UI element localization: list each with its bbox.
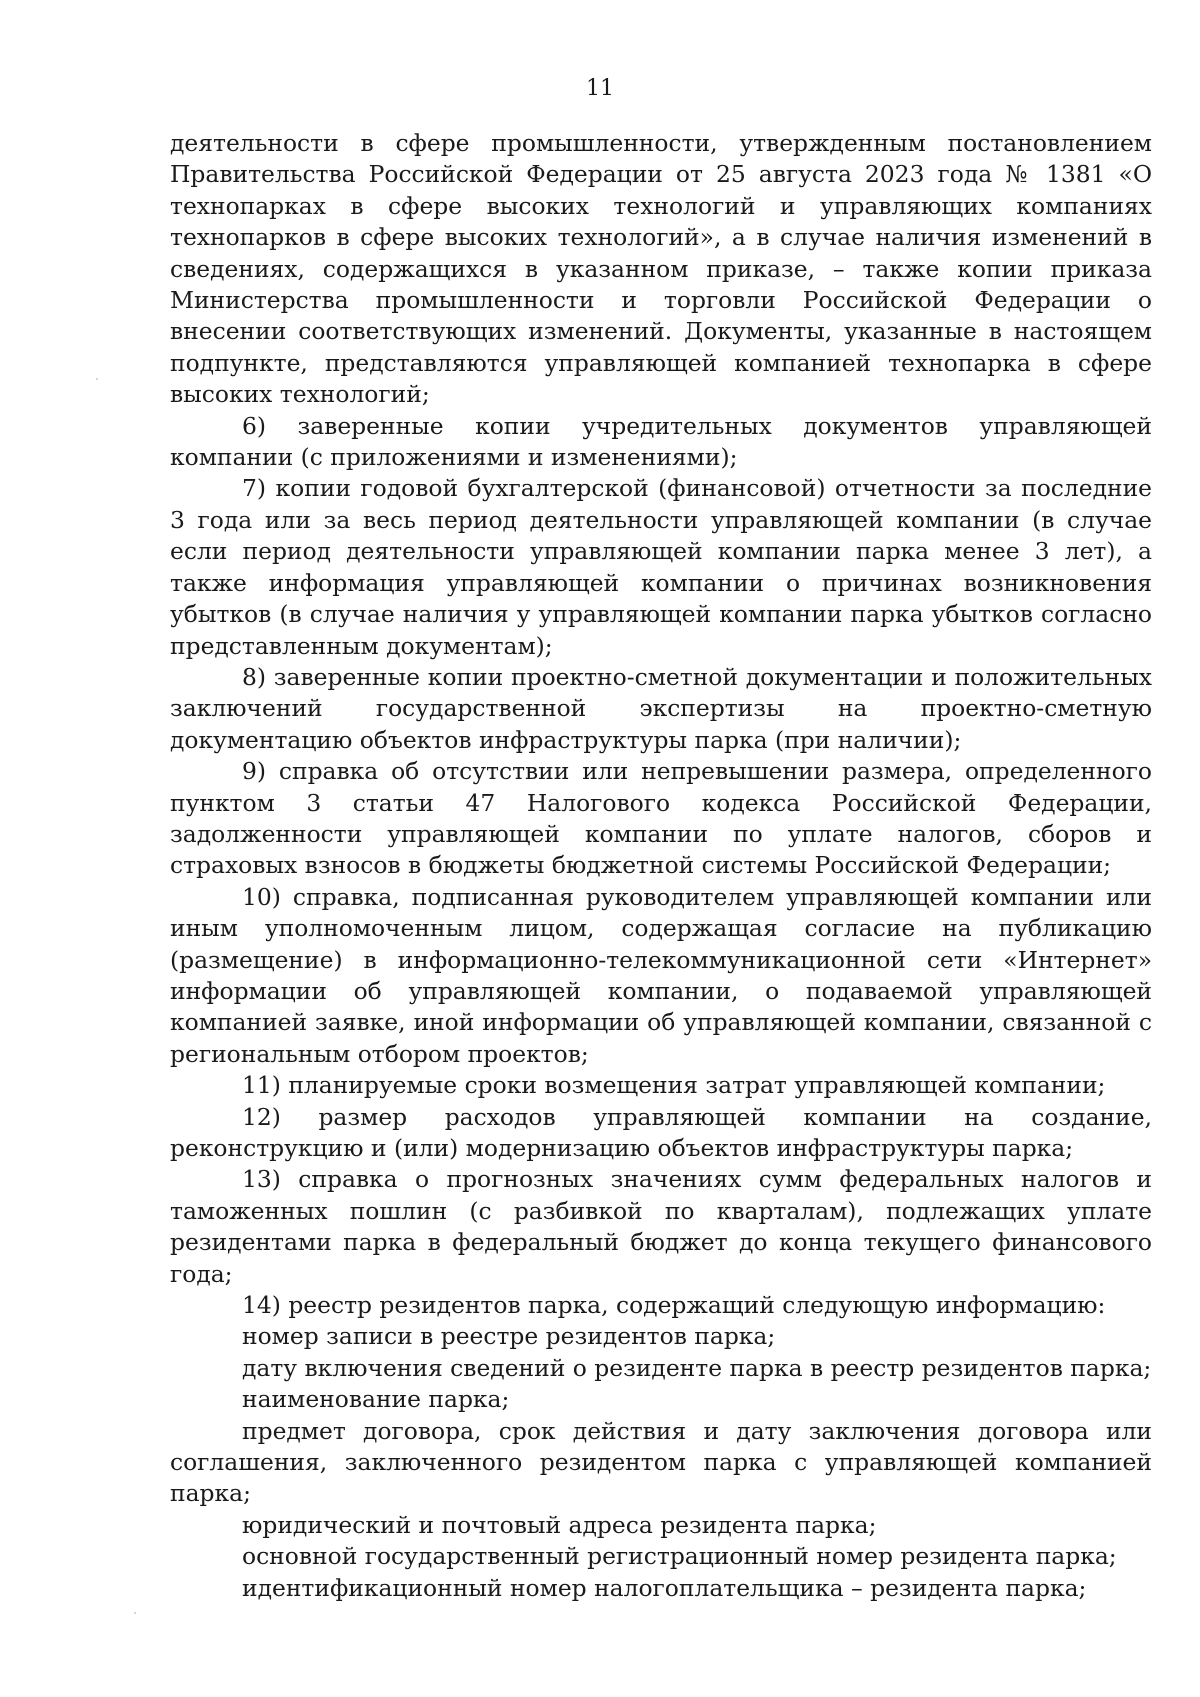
paragraph-item-13: 13) справка о прогнозных значениях сумм федеральных налогов и таможенных пошлин (с разбивкой по кварталам), подлежащих уплате резидентами парка в федеральный бюджет до конца текущего финансового года; xyxy=(170,1165,1152,1288)
paragraph-item-12: 12) размер расходов управляющей компании на создание, реконструкцию и (или) модернизацию объектов инфраструктуры парка; xyxy=(170,1102,1152,1162)
paragraph-item-9: 9) справка об отсутствии или непревышении размера, определенного пунктом 3 статьи 47 Налогового кодекса Российской Федерации, задолженности управляющей компании по уплате налогов, сборов и страховых взносов в бюджеты бюджетной системы Российской Федерации; xyxy=(170,757,1152,880)
scan-speck xyxy=(134,1612,136,1614)
registry-field-ogrn: основной государственный регистрационный номер резидента парка; xyxy=(242,1542,1117,1571)
scan-speck xyxy=(96,378,98,380)
registry-field-record-number: номер записи в реестре резидентов парка; xyxy=(242,1322,776,1351)
paragraph-item-8: 8) заверенные копии проектно-сметной документации и положительных заключений государственной экспертизы на проектно-сметную документацию объектов инфраструктуры парка (при наличии); xyxy=(170,662,1152,754)
registry-field-park-name: наименование парка; xyxy=(242,1385,510,1414)
paragraph-continuation: деятельности в сфере промышленности, утвержденным постановлением Правительства Российской Федерации от 25 августа 2023 года № 1381 «О технопарках в сфере высоких технологий и управляющих компаниях технопарков в сфере высоких технологий», а в случае наличия изменений в сведениях, содержащихся в указанном приказе, – также копии приказа Министерства промышленности и торговли Российской Федерации о внесении соответствующих изменений. Документы, указанные в настоящем подпункте, представляются управляющей компанией технопарка в сфере высоких технологий; xyxy=(170,129,1152,409)
paragraph-item-11: 11) планируемые сроки возмещения затрат управляющей компании; xyxy=(242,1071,1106,1100)
paragraph-item-14: 14) реестр резидентов парка, содержащий следующую информацию: xyxy=(242,1291,1106,1320)
document-body xyxy=(170,128,1152,1604)
page-number: 11 xyxy=(586,76,614,101)
registry-field-inn: идентификационный номер налогоплательщика – резидента парка; xyxy=(242,1573,1087,1602)
registry-field-inclusion-date: дату включения сведений о резиденте парка в реестр резидентов парка; xyxy=(242,1353,1152,1382)
paragraph-item-10: 10) справка, подписанная руководителем управляющей компании или иным уполномоченным лицом, содержащая согласие на публикацию (размещение) в информационно-телекоммуникационной сети «Интернет» информации об управляющей компании, о подаваемой управляющей компанией заявке, иной информации об управляющей компании, связанной с региональным отбором проектов; xyxy=(170,882,1152,1068)
paragraph-item-7: 7) копии годовой бухгалтерской (финансовой) отчетности за последние 3 года или за весь период деятельности управляющей компании (в случае если период деятельности управляющей компании парка менее 3 лет), а также информация управляющей компании о причинах возникновения убытков (в случае наличия у управляющей компании парка убытков согласно представленным документам); xyxy=(170,474,1152,660)
registry-field-contract-subject: предмет договора, срок действия и дату заключения договора или соглашения, заключенного резидентом парка с управляющей компанией парка; xyxy=(170,1416,1152,1508)
paragraph-item-6: 6) заверенные копии учредительных документов управляющей компании (с приложениями и изменениями); xyxy=(170,411,1152,472)
registry-field-addresses: юридический и почтовый адреса резидента парка; xyxy=(242,1510,877,1539)
